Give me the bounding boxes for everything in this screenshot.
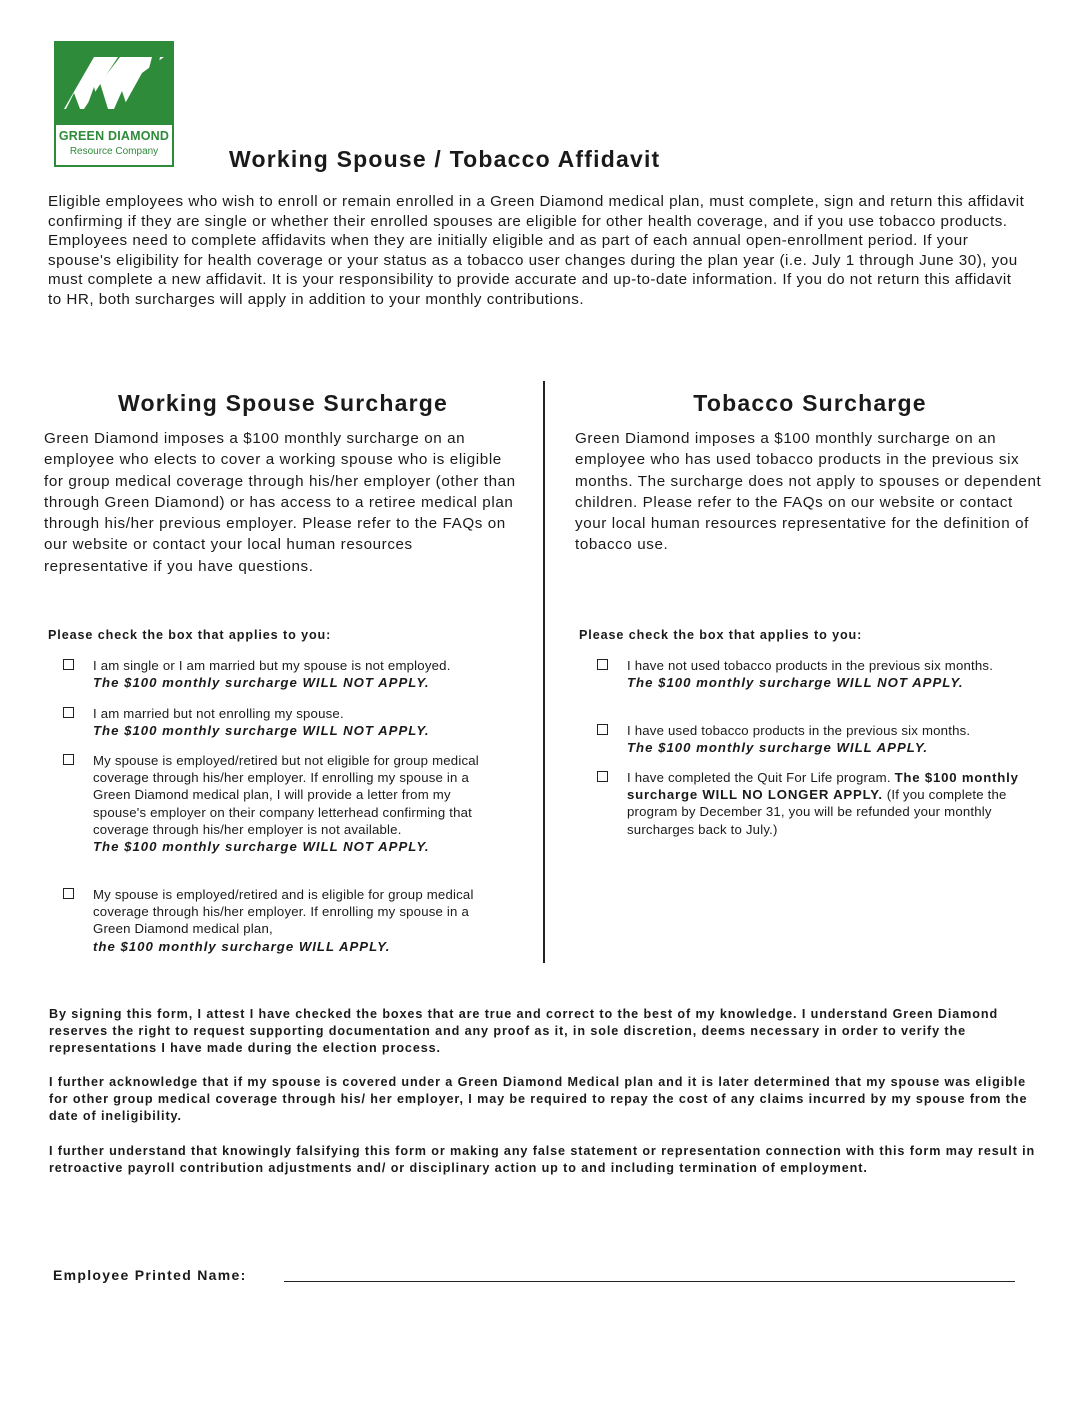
- spouse-option-3-text: My spouse is employed/retired but not eligible for group medical coverage through his/her employer. If enrolling my spouse in a Green Diamond medical plan, I will provide a letter from my spouse's employer on their company letterhead confirming that coverage through his/her employer is not available.: [93, 753, 479, 837]
- working-spouse-prompt: Please check the box that applies to you:: [48, 628, 332, 642]
- tobacco-option-2-checkbox[interactable]: [597, 724, 608, 735]
- working-spouse-heading: Working Spouse Surcharge: [118, 390, 448, 416]
- tobacco-option-3-tail: (If you complete the program by December 31, you will be refunded your monthly surcharges back to July.): [627, 787, 1007, 837]
- working-spouse-description: Green Diamond imposes a $100 monthly surcharge on an employee who elects to cover a working spouse who is eligible for group medical coverage through his/her employer (other than through Green Diamond) or has access to a retiree medical plan through his/her previous employer. Please refer to the FAQs on our website or contact your local human resources representative if you have questions.: [44, 430, 516, 575]
- tobacco-section: [575, 388, 1045, 556]
- intro-paragraph: Eligible employees who wish to enroll or remain enrolled in a Green Diamond medical plan, must complete, sign and return this affidavit confirming if they are single or whether their enrolled spouses are eligible for other health coverage, and if you use tobacco products. Employees need to complete affidavits when they are initially eligible and as part of each annual open-enrollment period. If your spouse's eligibility for health coverage or your status as a tobacco user changes during the plan year (i.e. July 1 through June 30), you must complete a new affidavit. It is your responsibility to provide accurate and up-to-date information. If you do not return this affidavit to HR, both surcharges will apply in addition to your monthly contributions.: [48, 193, 1025, 308]
- spouse-option-3-checkbox[interactable]: [63, 754, 74, 765]
- spouse-option-3-emphasis: The $100 monthly surcharge WILL NOT APPLY.: [93, 839, 430, 855]
- spouse-option-2-emphasis: The $100 monthly surcharge WILL NOT APPLY.: [93, 723, 430, 739]
- tobacco-option-3-emphasis: The $100 monthly surcharge WILL NO LONGER APPLY.: [627, 770, 1019, 803]
- tobacco-option-1[interactable]: [627, 657, 1027, 691]
- employee-name-field[interactable]: [284, 1281, 1015, 1282]
- logo-company-name: GREEN DIAMOND: [58, 129, 170, 143]
- working-spouse-section: [44, 388, 522, 577]
- spouse-option-2-checkbox[interactable]: [63, 707, 74, 718]
- tobacco-option-2-text: I have used tobacco products in the previous six months.: [627, 723, 971, 738]
- legal-paragraph-attest: By signing this form, I attest I have checked the boxes that are true and correct to the best of my knowledge. I understand Green Diamond reserves the right to request supporting documentation and any proof as it, in sole discretion, deems necessary in order to verify the representations I have made during the election process.: [49, 1007, 999, 1056]
- spouse-option-4-checkbox[interactable]: [63, 888, 74, 899]
- tobacco-option-1-checkbox[interactable]: [597, 659, 608, 670]
- legal-paragraph-acknowledge: I further acknowledge that if my spouse is covered under a Green Diamond Medical plan and it is later determined that my spouse was eligible for other group medical coverage through his/ her employer, I may be required to repay the cost of any claims incurred by my spouse from the date of ineligibility.: [49, 1075, 1028, 1124]
- tobacco-prompt: Please check the box that applies to you:: [579, 628, 863, 642]
- tobacco-option-3-text: I have completed the Quit For Life program.: [627, 770, 891, 785]
- column-divider: [543, 381, 545, 963]
- employee-name-label: Employee Printed Name:: [53, 1267, 247, 1283]
- logo-tree-emblem: [56, 43, 172, 125]
- legal-paragraph-understand: I further understand that knowingly falsifying this form or making any false statement or representation connection with this form may result in retroactive payroll contribution adjustments and/ or disciplinary action up to and including termination of employment.: [49, 1144, 1036, 1176]
- tobacco-option-1-emphasis: The $100 monthly surcharge WILL NOT APPLY.: [627, 675, 964, 691]
- tobacco-option-2[interactable]: [627, 722, 1047, 756]
- tree-icon: [56, 43, 172, 125]
- spouse-option-2[interactable]: [93, 705, 523, 739]
- spouse-option-2-text: I am married but not enrolling my spouse.: [93, 706, 344, 721]
- logo-company-subtitle: Resource Company: [69, 146, 159, 157]
- spouse-option-1[interactable]: [93, 657, 523, 691]
- tobacco-option-2-emphasis: The $100 monthly surcharge WILL APPLY.: [627, 740, 929, 756]
- form-title: Working Spouse / Tobacco Affidavit: [229, 146, 661, 172]
- tobacco-option-3-checkbox[interactable]: [597, 771, 608, 782]
- tobacco-option-3[interactable]: [627, 769, 1047, 838]
- green-diamond-logo: [54, 41, 174, 167]
- tobacco-option-1-text: I have not used tobacco products in the previous six months.: [627, 658, 994, 673]
- spouse-option-1-checkbox[interactable]: [63, 659, 74, 670]
- spouse-option-1-text: I am single or I am married but my spouse is not employed.: [93, 658, 451, 673]
- tobacco-description: Green Diamond imposes a $100 monthly surcharge on an employee who has used tobacco products in the previous six months. The surcharge does not apply to spouses or dependent children. Please refer to the FAQs on our website or contact your local human resources representative for the definition of tobacco use.: [575, 430, 1042, 554]
- spouse-option-4-text: My spouse is employed/retired and is eligible for group medical coverage through his/her employer. If enrolling my spouse in a Green Diamond medical plan,: [93, 887, 474, 937]
- spouse-option-4[interactable]: [93, 886, 493, 955]
- spouse-option-3[interactable]: [93, 752, 493, 855]
- spouse-option-1-emphasis: The $100 monthly surcharge WILL NOT APPLY.: [93, 675, 430, 691]
- tobacco-heading: Tobacco Surcharge: [693, 390, 927, 416]
- spouse-option-4-emphasis: the $100 monthly surcharge WILL APPLY.: [93, 938, 391, 954]
